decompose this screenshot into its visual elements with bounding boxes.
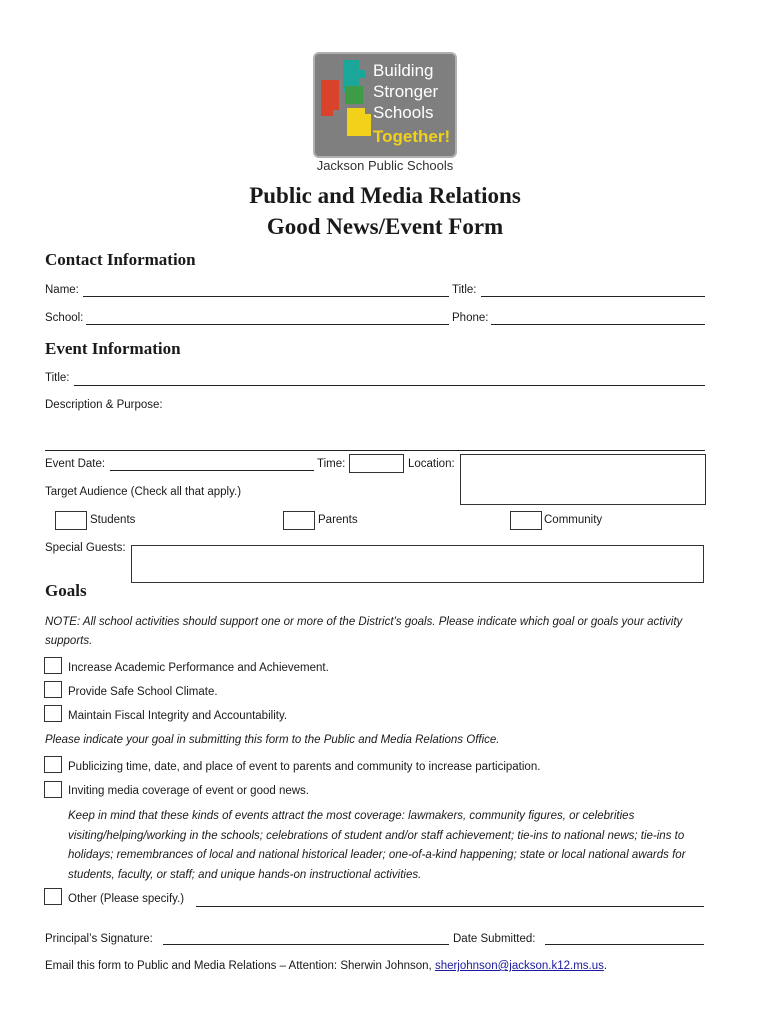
principal-signature-field[interactable] bbox=[163, 944, 449, 945]
publicize-checkbox[interactable] bbox=[44, 756, 62, 773]
special-guests-field[interactable] bbox=[131, 545, 704, 583]
time-field[interactable] bbox=[349, 454, 404, 473]
time-label: Time: bbox=[317, 458, 346, 470]
date-submitted-label: Date Submitted: bbox=[453, 933, 536, 945]
form-title-line-2: Good News/Event Form bbox=[266, 214, 504, 239]
goal-safe-climate-label: Provide Safe School Climate. bbox=[68, 686, 218, 698]
event-heading: Event Information bbox=[45, 339, 181, 358]
phone-label: Phone: bbox=[452, 312, 489, 324]
contact-title-field[interactable] bbox=[481, 296, 705, 297]
location-field[interactable] bbox=[460, 454, 706, 505]
footer-end: . bbox=[603, 960, 608, 972]
phone-field[interactable] bbox=[491, 324, 705, 325]
event-date-label: Event Date: bbox=[45, 458, 106, 470]
footer-text: Email this form to Public and Media Relations – Attention: Sherwin Johnson, bbox=[45, 960, 432, 972]
location-label: Location: bbox=[408, 458, 455, 470]
community-checkbox[interactable] bbox=[510, 511, 542, 530]
principal-signature-label: Principal’s Signature: bbox=[45, 933, 153, 945]
description-field[interactable] bbox=[45, 450, 705, 451]
event-title-field[interactable] bbox=[74, 385, 705, 386]
name-label: Name: bbox=[45, 284, 79, 296]
goals-heading: Goals bbox=[45, 581, 87, 600]
special-guests-label: Special Guests: bbox=[45, 542, 126, 554]
logo-line-3: Schools bbox=[373, 103, 434, 122]
logo bbox=[313, 52, 457, 160]
school-field[interactable] bbox=[86, 324, 449, 325]
title-label: Title: bbox=[452, 284, 477, 296]
students-label: Students bbox=[90, 514, 136, 526]
students-checkbox[interactable] bbox=[55, 511, 87, 530]
parents-checkbox[interactable] bbox=[283, 511, 315, 530]
description-label: Description & Purpose: bbox=[45, 399, 163, 411]
form-title-line-1: Public and Media Relations bbox=[249, 183, 521, 208]
parents-label: Parents bbox=[318, 514, 358, 526]
publicize-label: Publicizing time, date, and place of event to parents and community to increase participation. bbox=[68, 761, 541, 773]
event-date-field[interactable] bbox=[110, 470, 314, 471]
coverage-note: Keep in mind that these kinds of events attract the most coverage: lawmakers, community figures, or celebrities visiting/helping/working in the schools; celebrations of student and/or staff achievement; tie-ins to national news; tie-ins to holidays; remembrances of local and national historical leader; one-of-a-kind happening; state or local national awards for students, faculty, or staff; and unique hands-on instructional activities. bbox=[68, 810, 686, 881]
media-coverage-checkbox[interactable] bbox=[44, 781, 62, 798]
goals-note: NOTE: All school activities should support one or more of the District’s goals. Please indicate which goal or goals your activity supports. bbox=[45, 616, 683, 647]
date-submitted-field[interactable] bbox=[545, 944, 704, 945]
media-coverage-label: Inviting media coverage of event or good news. bbox=[68, 785, 310, 797]
goal-safe-climate-checkbox[interactable] bbox=[44, 681, 62, 698]
goal-academic-label: Increase Academic Performance and Achievement. bbox=[68, 662, 329, 674]
other-field[interactable] bbox=[196, 906, 704, 907]
name-field[interactable] bbox=[83, 296, 449, 297]
logo-graphic bbox=[313, 52, 457, 160]
footer-instructions bbox=[45, 960, 607, 972]
event-title-label: Title: bbox=[45, 372, 70, 384]
school-label: School: bbox=[45, 312, 84, 324]
logo-line-2: Stronger bbox=[373, 82, 439, 101]
goal-fiscal-checkbox[interactable] bbox=[44, 705, 62, 722]
submit-goal-prompt: Please indicate your goal in submitting this form to the Public and Media Relations Office. bbox=[45, 734, 500, 746]
logo-line-1: Building bbox=[373, 61, 434, 80]
logo-line-4: Together! bbox=[373, 127, 451, 146]
email-link[interactable]: sherjohnson@jackson.k12.ms.us bbox=[434, 960, 604, 972]
community-label: Community bbox=[544, 514, 603, 526]
goal-academic-checkbox[interactable] bbox=[44, 657, 62, 674]
logo-org-name: Jackson Public Schools bbox=[316, 158, 454, 173]
green-hand-shape bbox=[345, 86, 363, 104]
contact-heading: Contact Information bbox=[45, 250, 196, 269]
goal-fiscal-label: Maintain Fiscal Integrity and Accountability. bbox=[68, 710, 288, 722]
other-checkbox[interactable] bbox=[44, 888, 62, 905]
other-label: Other (Please specify.) bbox=[68, 893, 185, 905]
target-audience-label: Target Audience (Check all that apply.) bbox=[45, 486, 242, 498]
